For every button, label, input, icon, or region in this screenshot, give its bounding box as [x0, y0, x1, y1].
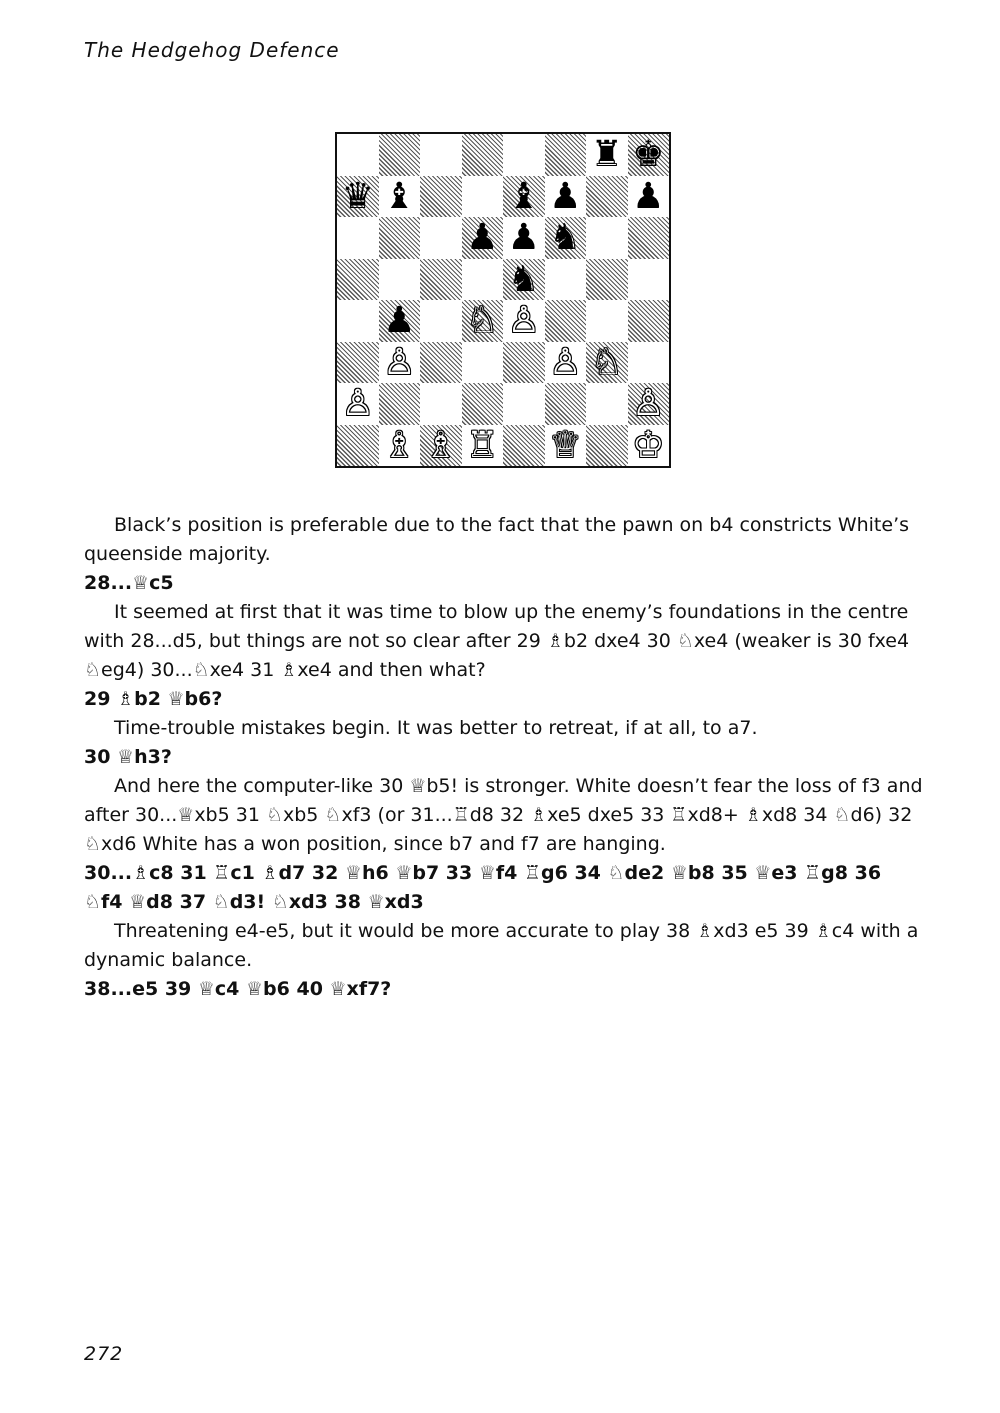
board-square — [545, 383, 587, 425]
board-square — [503, 425, 545, 467]
board-square — [503, 383, 545, 425]
move-line: 29 ♗b2 ♕b6? — [84, 688, 223, 710]
white-bishop-icon: ♗ — [383, 424, 416, 466]
board-square — [586, 342, 628, 384]
board-square — [337, 383, 379, 425]
black-queen-icon: ♛ — [341, 175, 374, 217]
board-square — [420, 217, 462, 259]
black-bishop-icon: ♝ — [383, 175, 416, 217]
white-king-icon: ♔ — [632, 424, 665, 466]
commentary-paragraph: Time-trouble mistakes begin. It was better to retreat, if at all, to a7. — [114, 717, 758, 739]
board-square — [586, 383, 628, 425]
black-knight-icon: ♞ — [549, 217, 582, 258]
board-square — [337, 342, 379, 384]
board-square — [337, 176, 379, 218]
move-line: 38...e5 39 ♕c4 ♕b6 40 ♕xf7? — [84, 978, 392, 1000]
black-knight-icon: ♞ — [507, 258, 540, 300]
board-square — [628, 383, 670, 425]
commentary-paragraph: Black’s position is preferable due to the fact that the pawn on b4 constricts White’s queenside majority. — [84, 514, 910, 565]
board-square — [462, 134, 504, 176]
board-square — [462, 259, 504, 301]
board-square — [337, 217, 379, 259]
black-rook-icon: ♜ — [590, 134, 623, 175]
black-pawn-icon: ♟ — [549, 175, 582, 217]
black-bishop-icon: ♝ — [507, 175, 540, 217]
board-square — [545, 342, 587, 384]
board-square — [420, 176, 462, 218]
board-square — [628, 217, 670, 259]
white-queen-icon: ♕ — [549, 424, 582, 466]
black-pawn-icon: ♟ — [632, 175, 665, 217]
white-knight-icon: ♘ — [590, 341, 623, 383]
board-square — [420, 425, 462, 467]
board-square — [379, 300, 421, 342]
body-text — [84, 511, 926, 1004]
board-square — [379, 425, 421, 467]
move-line: 30 ♕h3? — [84, 746, 172, 768]
board-square — [337, 259, 379, 301]
white-pawn-icon: ♙ — [549, 341, 582, 383]
board-square — [462, 425, 504, 467]
board-square — [545, 259, 587, 301]
move-line: 28...♕c5 — [84, 572, 174, 594]
black-pawn-icon: ♟ — [383, 300, 416, 341]
board-square — [379, 217, 421, 259]
board-square — [628, 342, 670, 384]
board-square — [420, 300, 462, 342]
board-square — [503, 300, 545, 342]
board-square — [545, 134, 587, 176]
board-square — [545, 425, 587, 467]
board-square — [462, 217, 504, 259]
page-number: 272 — [84, 1343, 124, 1365]
black-pawn-icon: ♟ — [466, 217, 499, 258]
board-square — [379, 134, 421, 176]
commentary-paragraph: It seemed at first that it was time to blow up the enemy’s foundations in the centre with 28...d5, but things are not so clear after 29 ♗b2 dxe4 30 ♘xe4 (weaker is 30 fxe4 ♘eg4) 30...♘xe4 31 ♗xe4 and then what? — [84, 601, 910, 681]
board-square — [420, 383, 462, 425]
board-square — [462, 300, 504, 342]
board-square — [628, 134, 670, 176]
board-square — [379, 259, 421, 301]
board-square — [503, 217, 545, 259]
board-square — [586, 425, 628, 467]
chess-diagram — [335, 132, 671, 468]
board-square — [337, 300, 379, 342]
board-square — [586, 217, 628, 259]
board-square — [462, 383, 504, 425]
board-square — [628, 425, 670, 467]
chess-board — [337, 134, 669, 466]
board-square — [586, 176, 628, 218]
board-square — [545, 176, 587, 218]
running-head: The Hedgehog Defence — [84, 38, 340, 62]
board-square — [379, 342, 421, 384]
board-square — [628, 176, 670, 218]
board-square — [503, 134, 545, 176]
white-bishop-icon: ♗ — [424, 424, 457, 466]
board-square — [586, 134, 628, 176]
board-square — [545, 300, 587, 342]
board-square — [586, 259, 628, 301]
board-square — [420, 134, 462, 176]
board-square — [379, 176, 421, 218]
board-square — [545, 217, 587, 259]
board-square — [628, 259, 670, 301]
board-square — [462, 342, 504, 384]
board-square — [628, 300, 670, 342]
board-square — [337, 425, 379, 467]
board-square — [586, 300, 628, 342]
board-square — [503, 176, 545, 218]
black-king-icon: ♚ — [632, 134, 665, 175]
white-pawn-icon: ♙ — [341, 383, 374, 424]
white-pawn-icon: ♙ — [507, 300, 540, 341]
board-square — [420, 342, 462, 384]
board-square — [379, 383, 421, 425]
board-square — [503, 342, 545, 384]
white-pawn-icon: ♙ — [383, 341, 416, 383]
white-rook-icon: ♖ — [466, 424, 499, 466]
board-square — [420, 259, 462, 301]
black-pawn-icon: ♟ — [507, 217, 540, 258]
move-line: 30...♗c8 31 ♖c1 ♗d7 32 ♕h6 ♕b7 33 ♕f4 ♖g6 34 ♘de2 ♕b8 35 ♕e3 ♖g8 36 ♘f4 ♕d8 37 ♘d3! ♘xd3 38 ♕xd3 — [84, 862, 882, 913]
white-pawn-icon: ♙ — [632, 383, 665, 424]
white-knight-icon: ♘ — [466, 300, 499, 341]
board-square — [462, 176, 504, 218]
board-square — [503, 259, 545, 301]
board-square — [337, 134, 379, 176]
commentary-paragraph: Threatening e4-e5, but it would be more accurate to play 38 ♗xd3 e5 39 ♗c4 with a dynamic balance. — [84, 920, 919, 971]
commentary-paragraph: And here the computer-like 30 ♕b5! is stronger. White doesn’t fear the loss of f3 and after 30...♕xb5 31 ♘xb5 ♘xf3 (or 31...♖d8 32 ♗xe5 dxe5 33 ♖xd8+ ♗xd8 34 ♘d6) 32 ♘xd6 White has a won position, since b7 and f7 are hanging. — [84, 775, 923, 855]
